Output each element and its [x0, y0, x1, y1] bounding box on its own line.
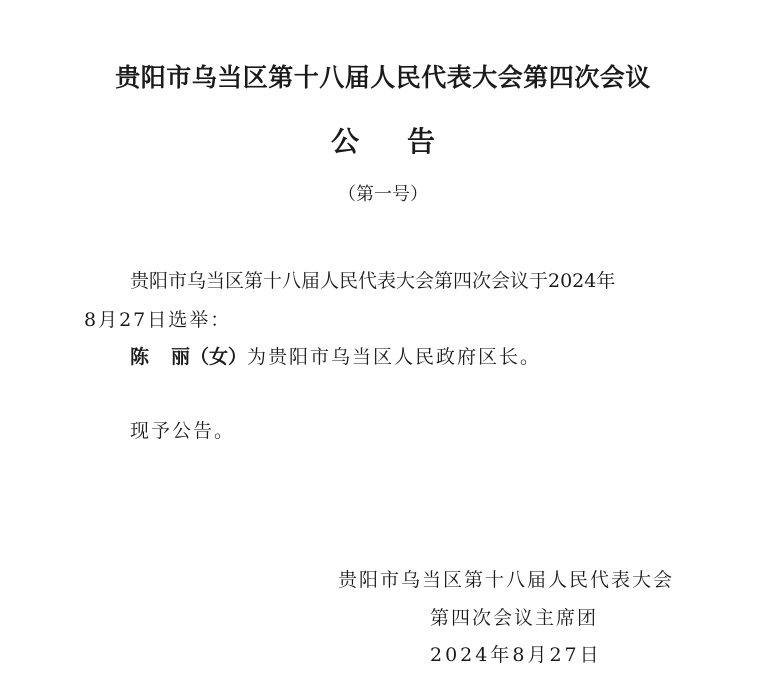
signature-org-line-1: 贵阳市乌当区第十八届人民代表大会: [338, 569, 675, 591]
announcement-number: （第一号）: [338, 184, 428, 205]
signature-date: 2024年8月27日: [430, 644, 602, 666]
signature-org-line-2: 第四次会议主席团: [430, 607, 599, 629]
person-name-part-2: 丽（女）: [171, 346, 248, 368]
document-subtitle: [0, 120, 766, 160]
person-name-part-1: 陈: [130, 346, 150, 368]
body-line-2: 8月27日选举：: [84, 309, 232, 331]
subtitle-char-1: 公: [330, 125, 359, 158]
document-title: 贵阳市乌当区第十八届人民代表大会第四次会议: [115, 63, 651, 92]
appointment-text: 为贵阳市乌当区人民政府区长。: [247, 346, 542, 368]
body-line-1: 贵阳市乌当区第十八届人民代表大会第四次会议于2024年: [130, 270, 616, 292]
subtitle-char-2: 告: [407, 125, 436, 158]
appointment-line: [130, 342, 541, 369]
person-name: [130, 346, 247, 368]
closing-text: 现予公告。: [130, 420, 236, 442]
